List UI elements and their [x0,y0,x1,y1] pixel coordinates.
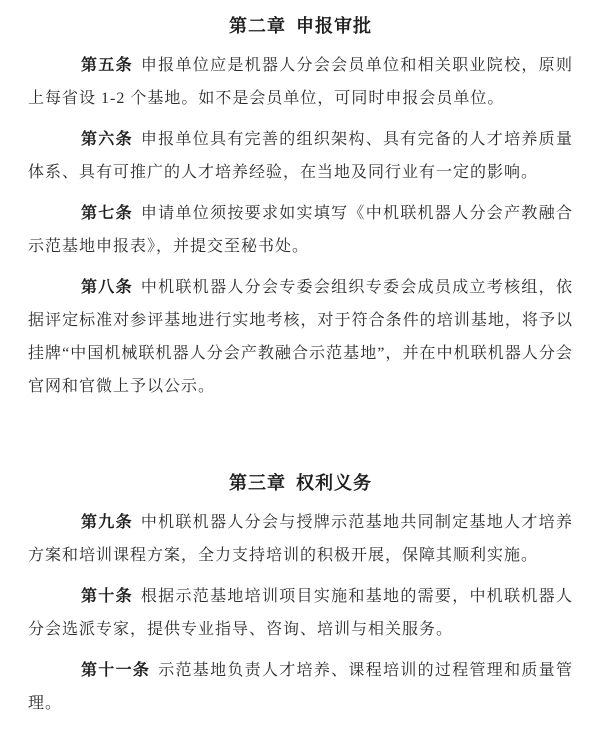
article-5-number: 第五条 [81,57,133,74]
chapter-3-section [28,470,573,720]
article-10-text: 根据示范基地培训项目实施和基地的需要，中机联机器人分会选派专家，提供专业指导、咨询、培训与相关服务。 [28,588,573,638]
article-6-number: 第六条 [81,131,133,148]
article-5 [28,49,573,115]
article-8-text: 中机联机器人分会专委会组织专委会成员成立考核组，依据评定标准对参评基地进行实地考核，对于符合条件的培训基地，将予以挂牌“中国机械联机器人分会产教融合示范基地”，并在中机联机器人分会官网和官微上予以公示。 [28,279,573,395]
article-6 [28,123,573,189]
chapter-2-section [28,13,573,403]
chapter-2-title [28,13,573,40]
article-8-number: 第八条 [81,279,133,296]
chapter-2-name: 申报审批 [296,16,372,36]
chapter-2-number: 第二章 [229,16,286,36]
article-11-text: 示范基地负责人才培养、课程培训的过程管理和质量管理。 [28,662,573,712]
article-11 [28,654,573,720]
article-7-text: 申请单位须按要求如实填写《中机联机器人分会产教融合示范基地申报表》，并提交至秘书处。 [28,205,573,255]
article-11-number: 第十一条 [81,662,151,679]
article-9 [28,506,573,572]
article-7-number: 第七条 [81,205,133,222]
article-9-text: 中机联机器人分会与授牌示范基地共同制定基地人才培养方案和培训课程方案，全力支持培训的积极开展，保障其顺利实施。 [28,514,573,564]
chapter-3-number: 第三章 [229,473,286,493]
article-9-number: 第九条 [81,514,133,531]
chapter-3-title [28,470,573,497]
chapter-3-name: 权利义务 [296,473,372,493]
article-5-text: 申报单位应是机器人分会会员单位和相关职业院校，原则上每省设 1-2 个基地。如不是会员单位，可同时申报会员单位。 [28,57,573,107]
article-6-text: 申报单位具有完善的组织架构、具有完备的人才培养质量体系、具有可推广的人才培养经验，在当地及同行业有一定的影响。 [28,131,573,181]
article-8 [28,271,573,403]
article-10-number: 第十条 [81,588,133,605]
article-10 [28,580,573,646]
article-7 [28,197,573,263]
